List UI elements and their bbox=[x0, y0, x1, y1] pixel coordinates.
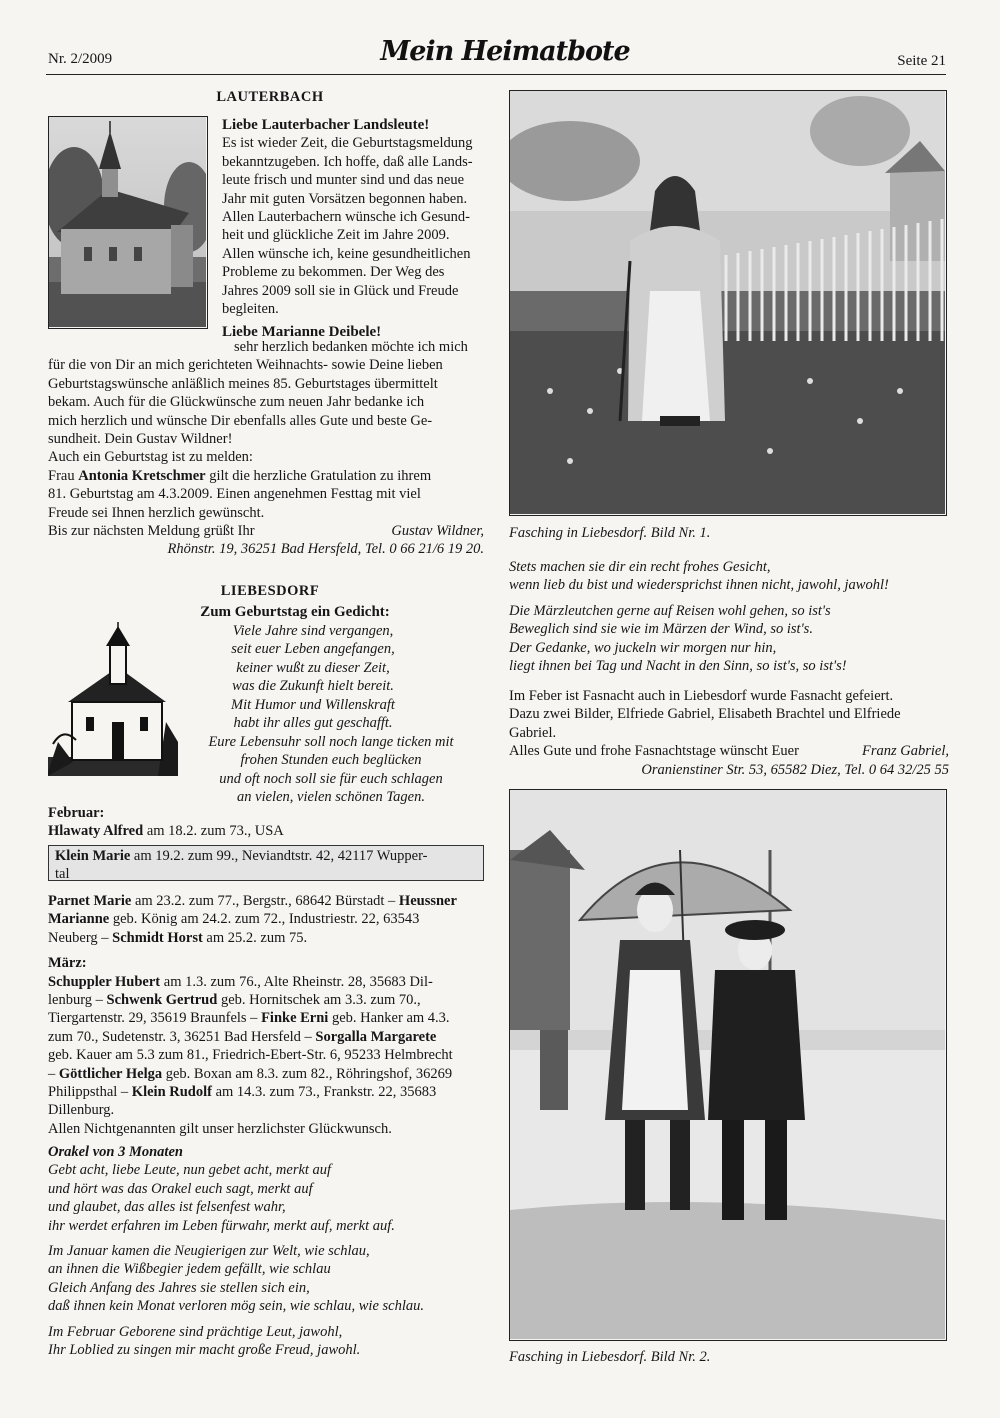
marianne-line: für die von Dir an mich gerichteten Weihnachts- sowie Deine lieben bbox=[48, 357, 443, 374]
signature-name: Franz Gabriel, bbox=[862, 743, 949, 760]
poem-line: frohen Stunden euch beglücken bbox=[240, 752, 422, 769]
poem-line: keiner wußt zu dieser Zeit, bbox=[236, 659, 390, 676]
birthday-entry: Hlawaty Alfred am 18.2. zum 73., USA bbox=[48, 823, 284, 840]
greeting-line: Allen wünsche ich, keine gesundheitlichen bbox=[222, 245, 471, 262]
birthday-entry: Klein Marie am 19.2. zum 99., Neviandtstr. 42, 42117 Wupper- bbox=[55, 848, 428, 864]
poem-line: habt ihr alles gut geschafft. bbox=[233, 715, 393, 732]
masthead-logo: Mein Heimatbote bbox=[380, 36, 630, 67]
greeting-line: begleiten. bbox=[222, 301, 279, 318]
fasnacht-text: Im Feber ist Fasnacht auch in Liebesdorf wurde Fasnacht gefeiert. Dazu zwei Bilder, Elfriede Gabriel, Elisabeth Brachtel und Elfriede Gabriel. Alles Gute und frohe Fasnachtstage wünscht Euer Franz Gabriel, Oranienstiner Str. 53, 65582 Diez, Tel. 0 64 32/25 55 bbox=[509, 688, 949, 778]
poem-line: an vielen, vielen schönen Tagen. bbox=[237, 789, 425, 806]
greeting-line: leute frisch und munter sind und das neue bbox=[222, 172, 465, 189]
lauterbach-greeting bbox=[222, 116, 484, 342]
marianne-letter bbox=[48, 338, 484, 559]
marianne-line: sundheit. Dein Gustav Wildner! bbox=[48, 431, 233, 448]
greeting-title: Liebe Lauterbacher Landsleute! bbox=[222, 117, 430, 133]
signature-address: Oranienstiner Str. 53, 65582 Diez, Tel. 0 64 32/25 55 bbox=[641, 761, 949, 778]
closing-line: Bis zur nächsten Meldung grüßt Ihr Gustav Wildner, bbox=[48, 523, 484, 540]
month-label: Februar: bbox=[48, 805, 105, 821]
marianne-line: bekam. Auch für die Glückwünsche zum neuen Jahr bedanke ich bbox=[48, 394, 425, 411]
marianne-title: Liebe Marianne Deibele! bbox=[222, 324, 382, 341]
header-rule bbox=[46, 74, 946, 75]
orakel-continuation: Stets machen sie dir ein recht frohes Gesicht, wenn lieb du bist und wiedersprichst ihnen nicht, jawohl, jawohl! Die Märzleutchen gerne auf Reisen wohl gehen, so ist's Beweglich sind sie wie im Märzen der Wind, so ist's. Der Gedanke, wo juckeln wir morgen nur hin, liegt ihnen bei Tag und Nacht in den Sinn, so ist's, so ist's! bbox=[509, 559, 889, 675]
gratulation-line: 81. Geburtstag am 4.3.2009. Einen angenehmen Festtag mit viel bbox=[48, 486, 421, 503]
gratulation-line: Freude sei Ihnen herzlich gewünscht. bbox=[48, 504, 265, 521]
birthday-list: Parnet Marie am 23.2. zum 77., Bergstr., 68642 Bürstadt – Heussner Marianne geb. König am 24.2. zum 72., Industriestr. 22, 63543 Neuberg – Schmidt Horst am 25.2. zum 75. März: Schuppler Hubert am 1.3. zum 76., Alte Rheinstr. 28, 35683 Dil- lenburg – Schwenk Gertrud geb. Hornitschek am 3.3. zum 70., Tiergartenstr. 29, 35619 Braunfels – Finke Erni geb. Hanker am 4.3. zum 70., Sudetenstr. 3, 36251 Bad Hersfeld – Sorgalla Margarete geb. Kauer am 5.3 zum 81., Friedrich-Ebert-Str. 6, 95233 Helmbrecht – Göttlicher Helga geb. Boxan am 8.3. zum 82., Röhringshof, 36269 Philippsthal – Klein Rudolf am 14.3. zum 73., Frankstr. 22, 35683 Dillenburg. Allen Nichtgenannten gilt unser herzlichster Glückwunsch. bbox=[48, 892, 484, 1138]
greeting-line: Jahr mit guten Vorsätzen begonnen haben. bbox=[222, 190, 468, 207]
poem-line: und oft noch soll sie für euch schlagen bbox=[219, 770, 443, 787]
birthday-name: Antonia Kretschmer bbox=[78, 467, 206, 484]
section-heading-lauterbach: LAUTERBACH bbox=[216, 89, 324, 105]
poem-line: Eure Lebensuhr soll noch lange ticken mit bbox=[208, 734, 454, 750]
poem-line: seit euer Leben angefangen, bbox=[231, 641, 395, 658]
photo1-caption: Fasching in Liebesdorf. Bild Nr. 1. bbox=[509, 525, 711, 541]
marianne-line: mich herzlich und wünsche Dir ebenfalls alles Gute und beste Ge- bbox=[48, 412, 433, 429]
woman-fence-photo-icon bbox=[509, 90, 947, 516]
greeting-line: Jahres 2009 soll sie in Glück und Freude bbox=[222, 282, 459, 299]
greeting-line: Allen Lauterbachern wünsche ich Gesund- bbox=[222, 209, 471, 226]
poem-title: Zum Geburtstag ein Gedicht: bbox=[200, 604, 390, 620]
marianne-line: sehr herzlich bedanken möchte ich mich bbox=[234, 339, 468, 355]
issue-number: Nr. 2/2009 bbox=[48, 51, 113, 67]
marianne-line: Geburtstagswünsche anläßlich meines 85. Geburtstages übermittelt bbox=[48, 375, 438, 392]
chapel-photo-icon bbox=[48, 116, 208, 329]
gratulation-line: Frau Antonia Kretschmer gilt die herzliche Gratulation zu ihrem bbox=[48, 467, 432, 484]
poem-line: Viele Jahre sind vergangen, bbox=[232, 623, 394, 639]
orakel-poem: Orakel von 3 Monaten Gebt acht, liebe Leute, nun gebet acht, merkt auf und hört was das Orakel euch sagt, merkt auf und glaubet, das alles ist felsenfest wahr, ihr werdet erfahren im Leben fürwahr, merkt auf, merkt auf. Im Januar kamen die Neugierigen zur Welt, wie schlau, an ihnen die Wißbegier jedem gefällt, wie schlau Gleich Anfang des Jahres sie stellen sich ein, daß ihnen kein Monat verloren mög sein, wie schlau, wie schlau. Im Februar Geborene sind prächtige Leut, jawohl, Ihr Loblied zu singen mir macht große Freud, jawohl. bbox=[48, 1143, 484, 1359]
greeting-line: Es ist wieder Zeit, die Geburtstagsmeldung bbox=[222, 135, 473, 152]
orakel-title: Orakel von 3 Monaten bbox=[48, 1144, 183, 1160]
birthday-poem-end bbox=[178, 733, 484, 807]
section-heading-liebesdorf: LIEBESDORF bbox=[220, 583, 320, 599]
poem-line: Mit Humor und Willenskraft bbox=[231, 696, 395, 713]
page-number: Seite 21 bbox=[897, 53, 946, 69]
greeting-line: bekanntzugeben. Ich hoffe, daß alle Lands- bbox=[222, 153, 473, 170]
closing-wish: Allen Nichtgenannten gilt unser herzlichster Glückwunsch. bbox=[48, 1120, 392, 1137]
greeting-line: Probleme zu bekommen. Der Weg des bbox=[222, 264, 445, 281]
birthday-poem bbox=[178, 622, 448, 732]
februar-list bbox=[48, 804, 484, 841]
chapel-drawing-icon bbox=[48, 622, 178, 776]
marianne-line: Auch ein Geburtstag ist zu melden: bbox=[48, 449, 253, 466]
birthday-entry: tal bbox=[55, 865, 70, 882]
highlight-box bbox=[48, 845, 484, 881]
month-label: März: bbox=[48, 955, 87, 972]
poem-line: was die Zukunft hielt bereit. bbox=[232, 678, 394, 695]
signature-address: Rhönstr. 19, 36251 Bad Hersfeld, Tel. 0 66 21/6 19 20. bbox=[167, 541, 484, 558]
children-umbrella-photo-icon bbox=[509, 789, 947, 1341]
photo2-caption: Fasching in Liebesdorf. Bild Nr. 2. bbox=[509, 1349, 711, 1365]
greeting-line: heit und glückliche Zeit im Jahre 2009. bbox=[222, 227, 450, 244]
signature-name: Gustav Wildner, bbox=[391, 523, 484, 540]
